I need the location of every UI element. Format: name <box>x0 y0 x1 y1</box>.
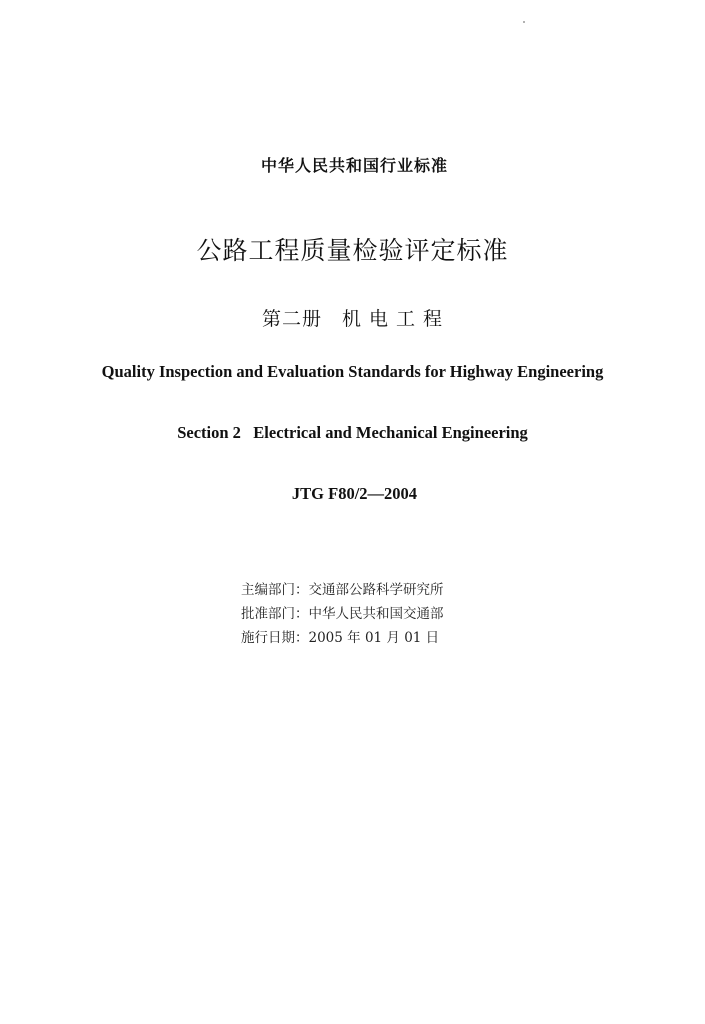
effective-date: 施行日期：2005 年 01 月 01 日 <box>241 630 440 646</box>
issuer-line: 中华人民共和国行业标准 <box>260 156 448 175</box>
page-title-cn: 公路工程质量检验评定标准 <box>196 236 509 265</box>
editor-department: 主编部门：交通部公路科学研究所 <box>241 582 444 598</box>
section-title-en: Section 2 Electrical and Mechanical Engineering <box>177 423 528 442</box>
scan-speck <box>523 21 525 23</box>
approving-department: 批准部门：中华人民共和国交通部 <box>241 606 444 622</box>
publication-info <box>241 578 444 650</box>
standard-code: JTG F80/2—2004 <box>291 484 418 503</box>
section-title-cn: 第二册 机 电 工 程 <box>261 308 444 330</box>
page-title-en: Quality Inspection and Evaluation Standards for Highway Engineering <box>101 362 604 381</box>
